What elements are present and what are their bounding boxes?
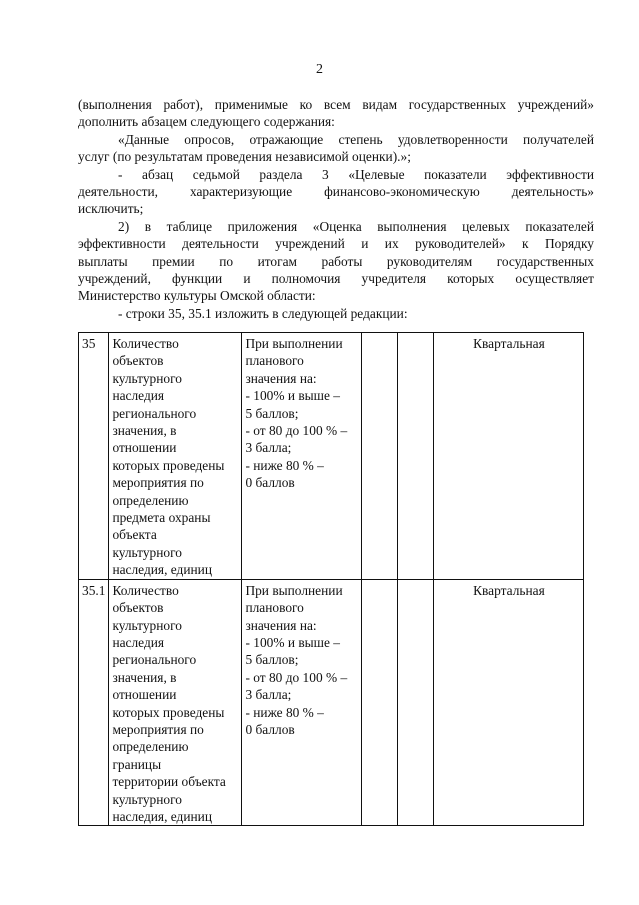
cell-text-line: отношении xyxy=(112,440,177,456)
cell-text-line: значения, в xyxy=(112,423,177,439)
indicator-table xyxy=(78,332,584,826)
table-row xyxy=(79,579,584,826)
cell-text-line: наследия xyxy=(112,388,165,404)
cell-text-line: 0 баллов xyxy=(245,721,295,737)
period-cell: Квартальная xyxy=(434,579,584,826)
cell-text-line: объектов xyxy=(112,600,164,616)
cell-text-line: 5 баллов; xyxy=(245,405,299,421)
cell-text-line: регионального xyxy=(112,405,197,421)
cell-text-line: культурного xyxy=(112,791,182,807)
page-number: 2 xyxy=(316,62,323,77)
cell-text-line: планового xyxy=(245,600,304,616)
cell-text-line: При выполнении xyxy=(245,336,343,351)
paragraph-line: эффективности деятельности учреждений и их руководителей» к Порядку xyxy=(78,236,594,252)
indicator-name-cell xyxy=(109,579,242,826)
empty-cell xyxy=(398,579,434,826)
cell-text-line: которых проведены xyxy=(112,704,225,720)
row-number-cell: 35 xyxy=(79,333,109,580)
cell-text-line: - ниже 80 % – xyxy=(245,457,324,473)
cell-text-line: объектов xyxy=(112,353,164,369)
cell-text-line: границы xyxy=(112,756,162,772)
table-row xyxy=(79,333,584,580)
cell-text-line: наследия, единиц xyxy=(112,562,213,578)
paragraph-line: - абзац седьмой раздела 3 «Целевые показатели эффективности xyxy=(118,166,594,182)
document-body xyxy=(78,96,594,322)
paragraph-line: исключить; xyxy=(78,201,144,217)
paragraph-line: выплаты премии по итогам работы руководителям государственных xyxy=(78,253,594,269)
cell-text-line: отношении xyxy=(112,687,177,703)
criteria-cell xyxy=(242,579,362,826)
cell-text-line: значения на: xyxy=(245,617,317,633)
cell-text-line: объекта xyxy=(112,527,157,543)
cell-text-line: 5 баллов; xyxy=(245,652,299,668)
paragraph-line: 2) в таблице приложения «Оценка выполнения целевых показателей xyxy=(118,218,594,234)
cell-text-line: - 100% и выше – xyxy=(245,634,340,650)
paragraph-line: учреждений, функции и полномочия учредителя которых осуществляет xyxy=(78,271,594,287)
cell-text-line: 3 балла; xyxy=(245,687,292,703)
cell-text-line: планового xyxy=(245,353,304,369)
cell-text-line: - от 80 до 100 % – xyxy=(245,423,348,439)
cell-text-line: 0 баллов xyxy=(245,475,295,491)
cell-text-line: - ниже 80 % – xyxy=(245,704,324,720)
cell-text-line: определению xyxy=(112,492,189,508)
paragraph-line: «Данные опросов, отражающие степень удовлетворенности получателей xyxy=(118,131,594,147)
cell-text-line: - 100% и выше – xyxy=(245,388,340,404)
paragraph-line: дополнить абзацем следующего содержания: xyxy=(78,114,335,130)
cell-text-line: культурного xyxy=(112,370,182,386)
indicator-name-cell xyxy=(109,333,242,580)
cell-text-line: мероприятия по xyxy=(112,475,204,491)
cell-text-line: - от 80 до 100 % – xyxy=(245,669,348,685)
cell-text-line: При выполнении xyxy=(245,582,343,598)
paragraph-line: услуг (по результатам проведения независимой оценки).»; xyxy=(78,149,411,165)
cell-text-line: наследия, единиц xyxy=(112,808,213,824)
cell-text-line: мероприятия по xyxy=(112,721,204,737)
empty-cell xyxy=(398,333,434,580)
empty-cell xyxy=(362,333,398,580)
cell-text-line: Количество xyxy=(112,336,179,351)
cell-text-line: определению xyxy=(112,739,189,755)
paragraph-line: деятельности, характеризующие финансово-экономическую деятельность» xyxy=(78,184,594,200)
row-number-cell: 35.1 xyxy=(79,579,109,826)
cell-text-line: значения, в xyxy=(112,669,177,685)
cell-text-line: Количество xyxy=(112,582,179,598)
empty-cell xyxy=(362,579,398,826)
paragraph-line: (выполнения работ), применимые ко всем видам государственных учреждений» xyxy=(78,97,594,112)
cell-text-line: территории объекта xyxy=(112,774,226,790)
cell-text-line: регионального xyxy=(112,652,197,668)
cell-text-line: культурного xyxy=(112,617,182,633)
cell-text-line: 3 балла; xyxy=(245,440,292,456)
period-cell: Квартальная xyxy=(434,333,584,580)
indicator-table-body xyxy=(79,333,584,826)
cell-text-line: которых проведены xyxy=(112,457,225,473)
cell-text-line: значения на: xyxy=(245,370,317,386)
cell-text-line: культурного xyxy=(112,544,182,560)
criteria-cell xyxy=(242,333,362,580)
cell-text-line: предмета охраны xyxy=(112,510,211,526)
cell-text-line: наследия xyxy=(112,634,165,650)
paragraph-line: Министерство культуры Омской области: xyxy=(78,288,316,304)
paragraph-line: - строки 35, 35.1 изложить в следующей редакции: xyxy=(118,305,408,321)
